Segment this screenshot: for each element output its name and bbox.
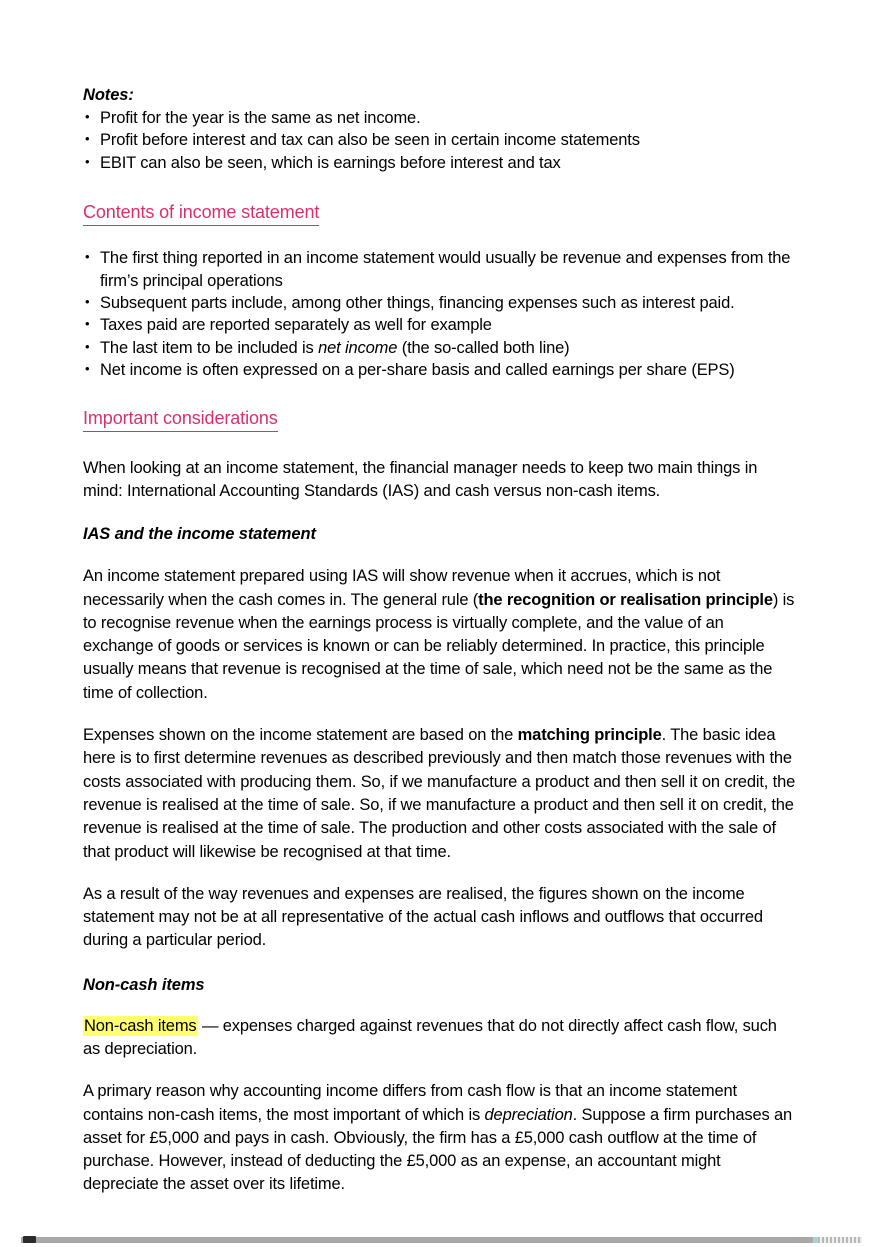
list-item: • Taxes paid are reported separately as well for example [83, 314, 797, 336]
ias-heading: IAS and the income statement [83, 525, 316, 544]
horizontal-scrollbar[interactable] [0, 1235, 880, 1244]
depreciation-paragraph [83, 1080, 797, 1196]
text-run-bold: the recognition or realisation principle [478, 590, 773, 609]
important-heading-row [83, 406, 797, 432]
result-paragraph: As a result of the way revenues and expenses are realised, the figures shown on the income statement may not be at all representative of the actual cash inflows and outflows that occurred during a particular period. [83, 884, 763, 950]
ias-paragraph [83, 565, 797, 705]
text-run: Expenses shown on the income statement are based on the [83, 726, 518, 745]
text-run: . Suppose a firm purchases an asset for £5,000 and pays in cash. Obviously, the firm has a £5,000 cash outflow at the time of purchase. However, instead of deducting the £5,000 as an expense, an accountant might depreciate the asset over its lifetime. [83, 1105, 793, 1194]
text-run-italic: depreciation [484, 1105, 573, 1124]
list-item [83, 337, 797, 359]
important-considerations-paragraph: When looking at an income statement, the financial manager needs to keep two main things in mind: International Accounting Standards (IAS) and cash versus non-cash items. [83, 458, 758, 500]
text-run-italic: net income [318, 338, 398, 357]
spacer [83, 432, 797, 457]
text-run: (the so-called both line) [397, 338, 570, 357]
scrollbar-right-marks [818, 1237, 862, 1243]
list-item: • Profit for the year is the same as net income. [83, 107, 797, 129]
spacer [83, 953, 797, 974]
text-run: . The basic idea here is to first determine revenues as described previously and then match those revenues with the costs associated with producing them. So, if we manufacture a product and then sell it on credit, the revenue is realised at the time of sale. So, if we manufacture a product and then sell it on credit, the revenue is realised at the time of sale. The production and other costs associated with the sale of that product will likewise be recognised at that time. [83, 726, 796, 861]
scrollbar-track[interactable] [21, 1237, 859, 1243]
important-considerations-heading: Important considerations [83, 406, 278, 432]
notes-bullet-list [83, 107, 797, 174]
spacer [83, 864, 797, 883]
matching-principle-paragraph [83, 724, 797, 864]
text-run-bold: matching principle [517, 726, 662, 745]
list-item: • Net income is often expressed on a per-share basis and called earnings per share (EPS) [83, 359, 797, 381]
text-run: The last item to be included is [100, 338, 319, 357]
scrollbar-thumb[interactable] [23, 1236, 36, 1243]
highlighted-term: Non-cash items [84, 1016, 197, 1035]
spacer [83, 546, 797, 565]
text-run: — expenses charged against revenues that do not directly affect cash flow, such as depreciation. [83, 1016, 777, 1058]
spacer [83, 226, 797, 247]
spacer [83, 503, 797, 523]
contents-heading: Contents of income statement [83, 200, 319, 226]
contents-bullet-list [83, 247, 797, 381]
text-run: A primary reason why accounting income differs from cash flow is that an income statement contains non-cash items, the most important of which is [83, 1082, 737, 1124]
document-body [83, 84, 797, 1197]
list-item: • The first thing reported in an income statement would usually be revenue and expenses from the firm’s principal operations [83, 247, 797, 292]
list-item: • Subsequent parts include, among other things, financing expenses such as interest paid. [83, 292, 797, 314]
spacer [83, 997, 797, 1015]
list-item: • Profit before interest and tax can also be seen in certain income statements [83, 129, 797, 151]
spacer [83, 174, 797, 200]
spacer [83, 1061, 797, 1080]
notes-heading: Notes: [83, 86, 134, 104]
non-cash-items-definition [83, 1015, 797, 1062]
text-run: An income statement prepared using IAS will show revenue when it accrues, which is not necessarily when the cash comes in. The general rule ( [83, 567, 721, 609]
non-cash-items-heading: Non-cash items [83, 975, 205, 994]
spacer [83, 382, 797, 406]
spacer [83, 705, 797, 724]
list-item: • EBIT can also be seen, which is earnings before interest and tax [83, 152, 797, 174]
contents-heading-row [83, 200, 797, 226]
text-run: ) is to recognise revenue when the earnings process is virtually complete, and the value of an exchange of goods or services is known or can be reliably determined. In practice, this principle usually means that revenue is recognised at the time of sale, which need not be the same as the time of collection. [83, 590, 795, 702]
